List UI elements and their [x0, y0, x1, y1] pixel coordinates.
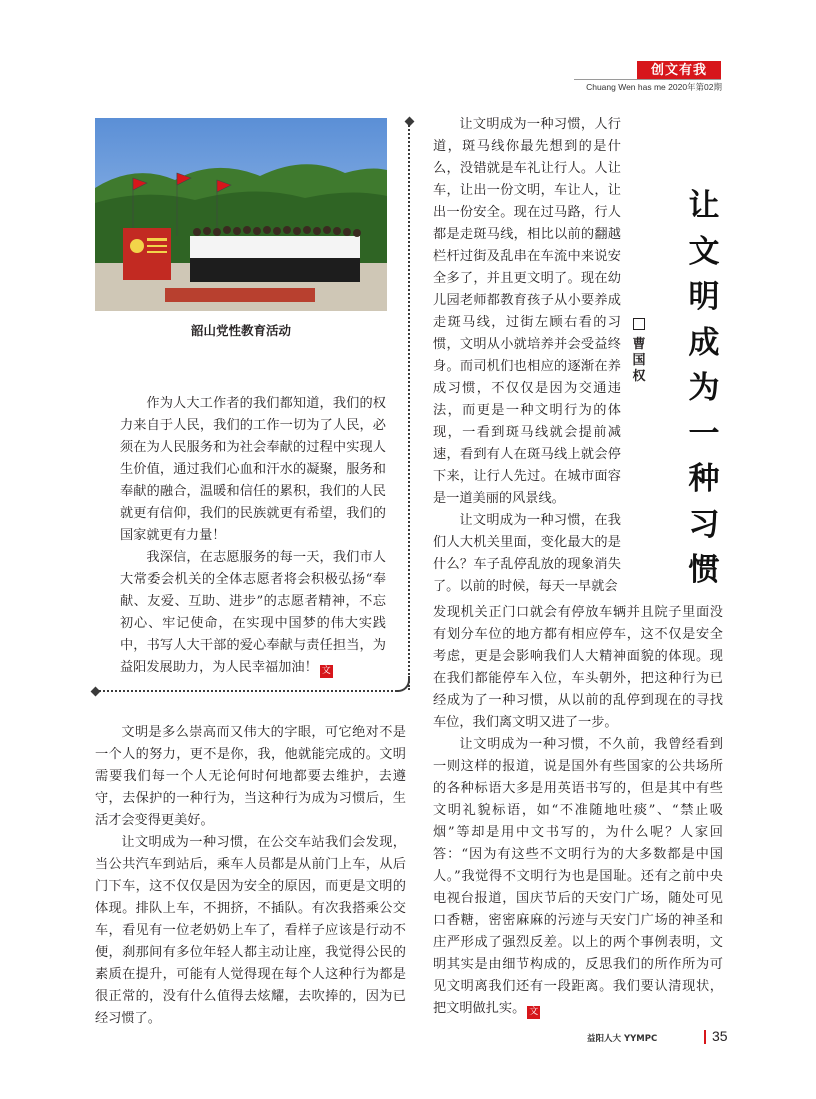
- title-char: 为: [688, 370, 720, 406]
- footer-divider: [704, 1030, 706, 1044]
- boxed-paragraph-2: [120, 547, 386, 679]
- title-char: 惯: [688, 552, 720, 588]
- article-paragraph-4: [433, 734, 723, 1020]
- border-knot-icon: [405, 117, 415, 127]
- article-paragraph-2: 让文明成为一种习惯，在我们人大机关里面，变化最大的是什么？车子乱停乱放的现象消失了。以前的时候，每天一早就会: [433, 513, 621, 594]
- section-tag: 创文有我: [637, 61, 721, 80]
- byline-box-icon: [633, 318, 645, 330]
- title-char: 成: [688, 324, 720, 361]
- boxed-paragraph-2-text: 我深信，在志愿服务的每一天，我们市人大常委会机关的全体志愿者将会积极弘扬“奉献、友爱、互助、进步”的志愿者精神，不忘初心、牢记使命，在实现中国梦的伟大实践中，书写人大干部的爱心奉献与责任担当，为益阳发展助力，为人民幸福加油！: [120, 550, 386, 675]
- magazine-name: 益阳人大 YYMPC: [587, 1034, 658, 1044]
- title-char: 文: [688, 233, 720, 270]
- issue-subtitle: Chuang Wen has me 2020年第02期: [586, 82, 722, 92]
- group-photo-illustration: [95, 118, 387, 311]
- article-paragraph-4-text: 让文明成为一种习惯，不久前，我曾经看到一则这样的报道，说是国外有些国家的公共场所的各种标语大多是用英语书写的，但是其中有些文明礼貌标语，如“不准随地吐痰”、“禁止吸烟”等却是用中文书写的，为什么呢？人家回答：“因为有这些不文明行为的大多数都是中国人。”我觉得不文明行为也是国耻。还有之前中央电视台报道，国庆节后的天安门广场，随处可见口香糖，密密麻麻的污迹与天安门广场的神圣和庄严形成了强烈反差。以上的两个事例表明，文明其实是由细节构成的，反思我们的所作所为可见文明离我们还有一段距离。我们要认清现状，把文明做扎实。: [433, 737, 723, 1016]
- end-mark-icon: 文: [321, 666, 331, 676]
- article-column-middle: [433, 114, 621, 598]
- article-column-right: [433, 602, 723, 1020]
- title-char: 种: [688, 461, 720, 497]
- article-title: [686, 184, 722, 594]
- article-paragraph-1: 让文明成为一种习惯，人行道，斑马线你最先想到的是什么，没错就是车礼让行人。人让车，让出一份文明，车让人，让出一份安全。现在过马路，行人都是走斑马线，相比以前的翻越栏杆过街及乱串在车流中来说安全多了，并且更文明了。现在幼儿园老师都教育孩子从小要养成走斑马线，过街左顾右看的习惯，文明从小就培养并会受益终身。而司机们也相应的逐渐在养成习惯，不仅仅是因为交通违法，而更是一种文明行为的体现，一看到斑马线就会提前减速，看到有人在斑马线上就会停下来，让行人先过。在城市面容是一道美丽的风景线。: [433, 117, 621, 506]
- title-char: 让: [688, 188, 720, 224]
- title-char: 明: [688, 279, 720, 315]
- title-char: 一: [688, 415, 720, 452]
- author-char: 曹: [632, 337, 646, 352]
- title-char: 习: [688, 506, 720, 543]
- event-photo: [95, 118, 387, 311]
- author-char: 权: [632, 369, 646, 384]
- article-paragraph-6: 让文明成为一种习惯，在公交车站我们会发现，当公共汽车到站后，乘车人员都是从前门上车，从后门下车，这不仅仅是因为安全的原因，而更是文明的体现。排队上车，不拥挤，不插队。有次我搭乘公交车，看见有一位老奶奶上车了，看样子应该是行动不便，刹那间有多位年轻人都主动让座，我觉得公民的素质在提升，可能有人觉得现在每个人这种行为都是很正常的，没有什么值得去炫耀，去吹捧的，因为已经习惯了。: [95, 835, 406, 1026]
- article-paragraph-5: 文明是多么崇高而又伟大的字眼，可它绝对不是一个人的努力，更不是你，我，他就能完成的。文明需要我们每一个人无论何时何地都要去维护，去遵守，去保护的一种行为，当这种行为成为习惯后，生活才会变得更美好。: [95, 725, 406, 828]
- box-border-bottom: [95, 690, 397, 692]
- article-column-left: [95, 722, 406, 1030]
- boxed-article: [120, 393, 386, 679]
- article-paragraph-3: 发现机关正门口就会有停放车辆并且院子里面没有划分车位的地方都有相应停车，这不仅是安全考虑，更是会影响我们人大精神面貌的体现。现在我们都能停车入位，车头朝外，把这种行为已经成为了一种习惯，从以前的乱停到现在的寻找车位，我们离文明又进了一步。: [433, 605, 723, 730]
- boxed-paragraph-1: 作为人大工作者的我们都知道，我们的权力来自于人民，我们的工作一切为了人民，必须在为人民服务和为社会奉献的过程中实现人生价值，通过我们心血和汗水的凝聚，服务和奉献的融合，温暖和信任的累积，我们的人民就更有信仰，我们的民族就更有希望，我们的国家就更有力量！: [120, 396, 386, 543]
- photo-caption: 韶山党性教育活动: [190, 323, 291, 338]
- author-byline: [631, 318, 647, 385]
- page-number: 35: [712, 1028, 728, 1044]
- author-char: 国: [632, 353, 646, 368]
- box-border-right: [408, 118, 410, 690]
- border-knot-icon: [91, 687, 101, 697]
- header-rule: [574, 79, 721, 80]
- end-mark-icon: 文: [529, 1007, 539, 1017]
